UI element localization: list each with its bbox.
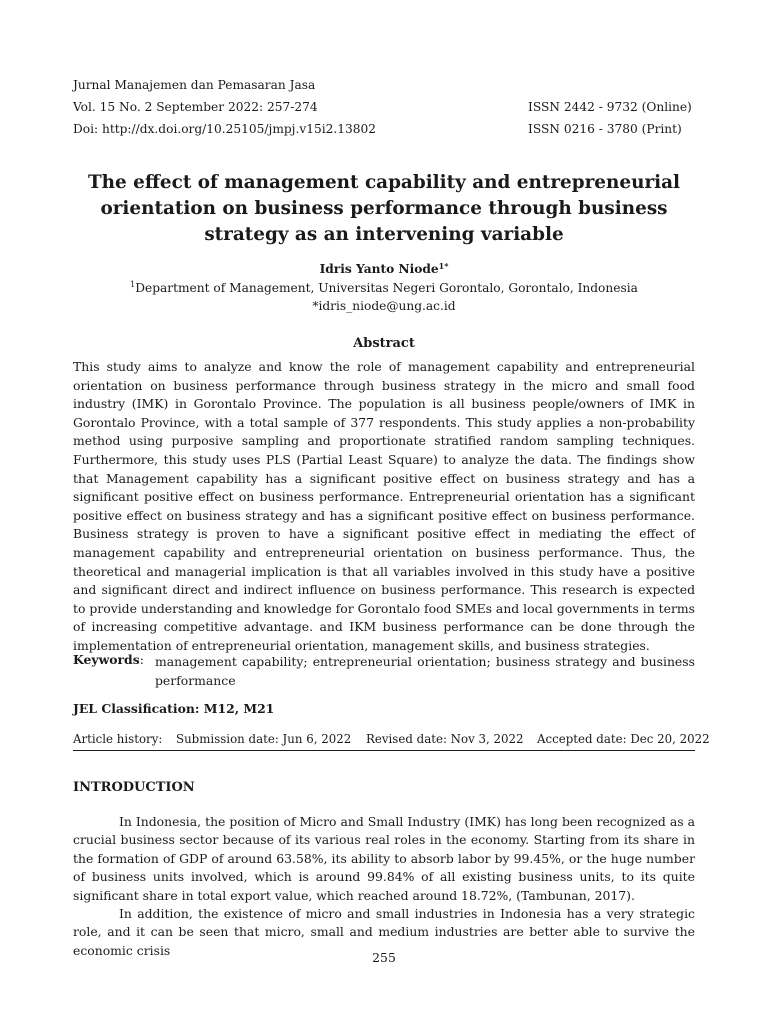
abstract-heading: Abstract bbox=[353, 336, 415, 351]
author-name: Idris Yanto Niode bbox=[319, 262, 439, 276]
author-superscript: 1* bbox=[438, 261, 449, 271]
article-title: The effect of management capability and entrepreneurial orientation on business performance through business strategy as an intervening variable bbox=[87, 172, 681, 245]
keywords-label: Keywords bbox=[73, 652, 140, 667]
affiliation: Department of Management, Universitas Negeri Gorontalo, Gorontalo, Indonesia bbox=[135, 281, 638, 295]
jel-classification: JEL Classification: M12, M21 bbox=[73, 701, 275, 716]
volume-info: Vol. 15 No. 2 September 2022: 257-274 bbox=[73, 100, 318, 114]
doi-link[interactable]: Doi: http://dx.doi.org/10.25105/jmpj.v15i2.13802 bbox=[73, 122, 377, 136]
author-line bbox=[73, 262, 695, 276]
history-label: Article history: bbox=[73, 732, 163, 746]
history-divider bbox=[73, 750, 695, 751]
keywords-label-wrap: Keywords: bbox=[73, 652, 144, 667]
issn-print: ISSN 0216 - 3780 (Print) bbox=[528, 122, 682, 136]
issn-online: ISSN 2442 - 9732 (Online) bbox=[528, 100, 692, 114]
intro-paragraph-2: In addition, the existence of micro and small industries in Indonesia has a very strategic role, and it can be seen that micro, small and medium industries are better able to survive the economic crisis bbox=[73, 906, 695, 958]
accepted-date: Accepted date: Dec 20, 2022 bbox=[537, 732, 710, 746]
revised-date: Revised date: Nov 3, 2022 bbox=[366, 732, 524, 746]
author-email[interactable]: *idris_niode@ung.ac.id bbox=[312, 299, 456, 313]
journal-name: Jurnal Manajemen dan Pemasaran Jasa bbox=[73, 78, 316, 92]
submission-date: Submission date: Jun 6, 2022 bbox=[176, 732, 352, 746]
introduction-heading: INTRODUCTION bbox=[73, 780, 195, 795]
keywords-text: management capability; entrepreneurial orientation; business strategy and business performance bbox=[155, 654, 695, 688]
affiliation-line bbox=[73, 281, 695, 295]
intro-paragraph-1: In Indonesia, the position of Micro and Small Industry (IMK) has long been recognized as a crucial business sector because of its various real roles in the economy. Starting from its share in the formation of GDP of around 63.58%, its ability to absorb labor by 99.45%, or the huge number of business units involved, which is around 99.84% of all existing business units, to its quite significant share in total export value, which reached around 18.72%, (Tambunan, 2017). bbox=[73, 814, 695, 903]
page-number: 255 bbox=[372, 950, 396, 965]
affiliation-superscript: 1 bbox=[130, 280, 136, 289]
abstract-text: This study aims to analyze and know the role of management capability and entrepreneurial orientation on business performance through business strategy in the micro and small food industry (IMK) in Gorontalo Province. The population is all business people/owners of IMK in Gorontalo Province, with a total sample of 377 respondents. This study applies a non-probability method using purposive sampling and proportionate stratified random sampling techniques. Furthermore, this study uses PLS (Partial Least Square) to analyze the data. The findings show that Management capability has a significant positive effect on business strategy and has a significant positive effect on business performance. Entrepreneurial orientation has a significant positive effect on business strategy and has a significant positive effect on business performance. Business strategy is proven to have a significant positive effect in mediating the effect of management capability and entrepreneurial orientation on business performance. Thus, the theoretical and managerial implication is that all variables involved in this study have a positive and significant direct and indirect influence on business performance. This research is expected to provide understanding and knowledge for Gorontalo food SMEs and local governments in terms of increasing competitive advantage. and IKM business performance can be done through the implementation of entrepreneurial orientation, management skills, and business strategies. bbox=[73, 359, 696, 653]
